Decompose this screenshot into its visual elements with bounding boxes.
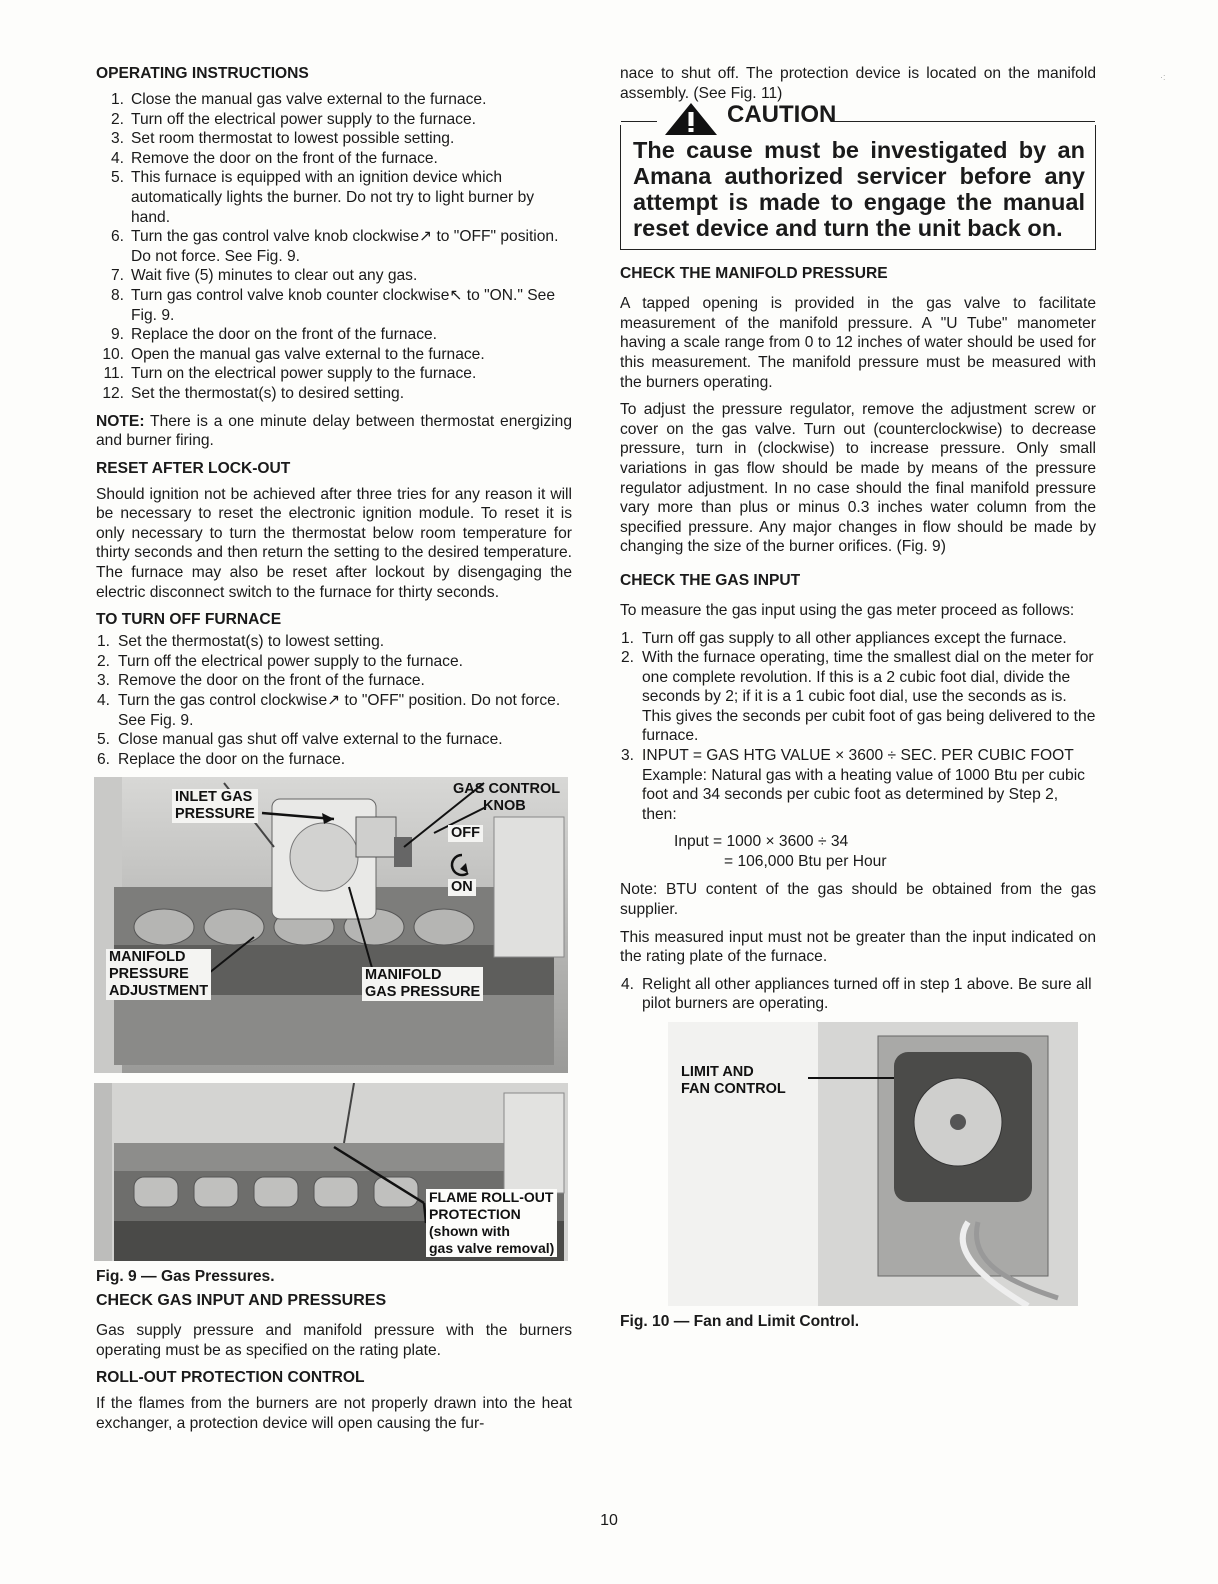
label-manifold-gas-pressure: MANIFOLD GAS PRESSURE — [362, 967, 483, 1001]
caution-title: CAUTION — [727, 101, 837, 129]
caution-box — [620, 101, 1096, 250]
list-item: 7. Wait five (5) minutes to clear out any gas. — [110, 267, 418, 285]
label-limit-fan-control: LIMIT AND FAN CONTROL — [681, 1064, 786, 1097]
caution-header — [621, 101, 1095, 137]
warning-triangle-icon — [663, 101, 719, 137]
label-gas-control-knob: GAS CONTROL KNOB — [453, 781, 561, 815]
list-item: 3. Set room thermostat to lowest possible setting. — [110, 130, 455, 148]
label-flame-rollout: FLAME ROLL-OUT PROTECTION (shown with gas valve removal) — [426, 1189, 557, 1257]
page-number: 10 — [600, 1512, 618, 1529]
label-on: ON — [448, 879, 476, 896]
check-input-pressures-heading: CHECK GAS INPUT AND PRESSURES — [96, 1292, 387, 1309]
turn-off-heading: TO TURN OFF FURNACE — [96, 611, 282, 629]
fig10-caption: Fig. 10 — Fan and Limit Control. — [620, 1313, 860, 1330]
manifold-heading: CHECK THE MANIFOLD PRESSURE — [620, 265, 888, 283]
list-item: 11. Turn on the electrical power supply to the furnace. — [103, 365, 477, 383]
left-column — [96, 64, 572, 1441]
operating-instructions-heading: OPERATING INSTRUCTIONS — [96, 65, 309, 82]
list-item: 1. Close the manual gas valve external to the furnace. — [110, 91, 487, 108]
manifold-p2: To adjust the pressure regulator, remove the adjustment screw or cover on the gas valve. Turn out (counterclockwise) to decrease pressure, turn in (clockwise) to increase pressure. Only small variations in gas flow should be made by means of the pressure regulator adjustment. In no case should the final manifold pressure vary more than plus or minus 0.3 inches water column from the specified pressure. Any major changes in flow should be made by changing the size of the burner orifices. (Fig. 9) — [620, 401, 1096, 556]
btu-note: Note: BTU content of the gas should be obtained from the gas supplier. — [620, 881, 1096, 919]
list-item: 4. Relight all other appliances turned off in step 1 above. Be sure all pilot burners are operating. — [620, 975, 1092, 1013]
rollout-text: If the flames from the burners are not properly drawn into the heat exchanger, a protection device will open causing the fur- — [96, 1395, 572, 1432]
gas-input-step4 — [620, 975, 1096, 1014]
list-item: 4. Turn the gas control clockwise↗ to "OFF" position. Do not force. See Fig. 9. — [96, 692, 561, 729]
list-item: 5. This furnace is equipped with an ignition device which automatically lights the burner. Do not try to light burner by hand. — [110, 169, 535, 226]
rollout-heading: ROLL-OUT PROTECTION CONTROL — [96, 1369, 365, 1387]
fig9-photo-gas-valve — [94, 777, 568, 1073]
operating-note: NOTE: There is a one minute delay between thermostat energizing and burner firing. — [96, 412, 572, 450]
gas-valve-photo-graphic — [94, 777, 568, 1073]
list-item: 6. Replace the door on the furnace. — [96, 750, 346, 768]
label-manifold-pressure-adjustment: MANIFOLD PRESSURE ADJUSTMENT — [106, 949, 211, 1000]
right-column — [620, 64, 1096, 1336]
list-item: 3. Remove the door on the front of the furnace. — [96, 672, 425, 690]
list-item: 8. Turn gas control valve knob counter clockwise↖ to "ON." See Fig. 9. — [110, 286, 555, 324]
gas-input-intro: To measure the gas input using the gas meter proceed as follows: — [620, 601, 1075, 619]
fig9-photo-flame-rollout — [94, 1083, 568, 1261]
list-item: 3. INPUT = GAS HTG VALUE × 3600 ÷ SEC. PER CUBIC FOOT Example: Natural gas with a heating value of 1000 Btu per cubic foot and 34 seconds per cubic foot as determined by Step 2, then: — [620, 746, 1096, 824]
corner-mark: ·: — [1160, 72, 1166, 82]
list-item: 6. Turn the gas control valve knob clockwise↗ to "OFF" position. Do not force. See Fig. 9. — [110, 228, 559, 265]
list-item: 1. Set the thermostat(s) to lowest setting. — [96, 633, 385, 651]
turn-off-steps-list — [96, 632, 572, 769]
list-item: 2. Turn off the electrical power supply to the furnace. — [96, 652, 463, 670]
fig10-photo-limit-control — [668, 1022, 1078, 1306]
list-item: 1. Turn off gas supply to all other appliances except the furnace. — [620, 629, 1067, 647]
operating-steps-list — [96, 90, 572, 404]
example-text: Example: Natural gas with a heating value of 1000 Btu per cubic foot and 34 seconds per cubic foot as determined by Step 2, then: — [642, 766, 1085, 823]
caution-text: The cause must be investigated by an Amana authorized servicer before any attempt is made to engage the manual reset device and turn the unit back on. — [633, 137, 1085, 242]
list-item: 2. Turn off the electrical power supply to the furnace. — [110, 110, 476, 128]
list-item: 2. With the furnace operating, time the smallest dial on the meter for one complete revolution. If this is a 2 cubic foot dial, divide the seconds by 2; if it is a 1 cubic foot dial, use the seconds as is. This gives the seconds per cubit foot of gas being delivered to the furnace. — [620, 649, 1096, 745]
fig9-caption: Fig. 9 — Gas Pressures. — [96, 1268, 275, 1286]
list-item: 12. Set the thermostat(s) to desired setting. — [102, 384, 405, 402]
label-off: OFF — [448, 825, 483, 842]
label-inlet-gas: INLET GAS PRESSURE — [172, 789, 258, 823]
list-item: 9. Replace the door on the front of the furnace. — [110, 326, 438, 344]
check-input-pressures-text: Gas supply pressure and manifold pressure with the burners operating must be as specified on the rating plate. — [96, 1322, 572, 1359]
list-item: 5. Close manual gas shut off valve external to the furnace. — [96, 731, 503, 749]
gas-input-steps — [620, 629, 1096, 825]
list-item: 4. Remove the door on the front of the furnace. — [110, 149, 438, 167]
continued-text: nace to shut off. The protection device is located on the manifold assembly. (See Fig. 11) — [620, 65, 1096, 102]
reset-text: Should ignition not be achieved after three tries for any reason it will be necessary to reset the electronic ignition module. To reset it is only necessary to turn the thermostat below room temperature for thirty seconds and then return the setting to the desired temperature. The furnace may also be reset after lockout by disengaging the electric disconnect switch to the furnace for thirty seconds. — [96, 485, 572, 601]
reset-heading: RESET AFTER LOCK-OUT — [96, 459, 291, 477]
manifold-p1: A tapped opening is provided in the gas valve to facilitate measurement of the manifold pressure. A "U Tube" manometer having a scale range from 0 to 12 inches of water should be used for this measurement. The manifold pressure must be measured with the burners operating. — [620, 295, 1096, 391]
measured-text: This measured input must not be greater than the input indicated on the rating plate of the furnace. — [620, 928, 1096, 966]
list-item: 10. Open the manual gas valve external to the furnace. — [102, 345, 485, 363]
formula: Input = 1000 × 3600 ÷ 34 = 106,000 Btu per Hour — [674, 833, 887, 871]
gas-input-heading: CHECK THE GAS INPUT — [620, 571, 801, 589]
